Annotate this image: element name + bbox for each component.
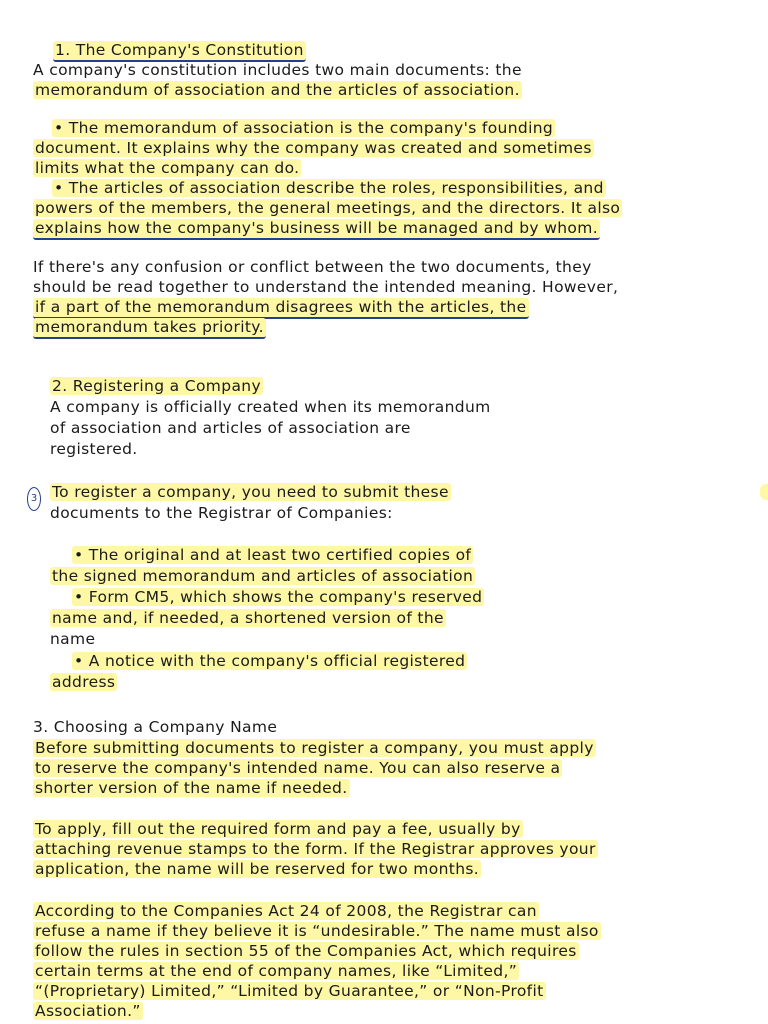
section-2-para-line-2: documents to the Registrar of Companies: (50, 504, 393, 522)
bullet-memorandum-line-2: document. It explains why the company was created and sometimes (35, 139, 592, 157)
bullet-notice-line-2: address (52, 673, 116, 691)
section-3-para3-line-2: refuse a name if they believe it is “undesirable.” The name must also (35, 922, 599, 940)
section-1-para-line-3: if a part of the memorandum disagrees with the articles, the (33, 297, 529, 317)
section-2-heading: 2. Registering a Company (52, 377, 261, 395)
section-3-para1-line-2: to reserve the company's intended name. You can also reserve a (35, 759, 561, 777)
section-1-para-line-4: memorandum takes priority. (33, 317, 266, 337)
bullet-memorandum-line-1: • The memorandum of association is the company's founding (54, 119, 554, 137)
section-2-intro-line-1: A company is officially created when its memorandum (50, 398, 491, 416)
bullet-notice-line-1: • A notice with the company's official registered (74, 652, 466, 670)
section-2-intro-line-3: registered. (50, 440, 138, 458)
section-3-heading: 3. Choosing a Company Name (33, 718, 278, 736)
bullet-memorandum-line-3: limits what the company can do. (35, 159, 300, 177)
section-3-para3-line-3: follow the rules in section 55 of the Companies Act, which requires (35, 942, 577, 960)
section-2-intro-line-2: of association and articles of association are (50, 419, 411, 437)
section-1-heading: 1. The Company's Constitution (53, 40, 306, 60)
section-3-para3-line-1: According to the Companies Act 24 of 2008, the Registrar can (35, 902, 537, 920)
section-3-para3-line-6: Association.” (35, 1002, 141, 1020)
bullet-cm5-line-1: • Form CM5, which shows the company's reserved (74, 588, 483, 606)
bullet-copies-line-1: • The original and at least two certified copies of (74, 546, 472, 564)
bullet-cm5-line-2: name and, if needed, a shortened version of the (52, 609, 444, 627)
section-3-para2-line-3: application, the name will be reserved for two months. (35, 860, 480, 878)
section-3-para2-line-1: To apply, fill out the required form and pay a fee, usually by (35, 820, 521, 838)
section-2-para-line-1: To register a company, you need to submit these (52, 483, 449, 501)
highlight-mark (760, 484, 768, 500)
section-1-intro-line-2: memorandum of association and the articles of association. (35, 81, 520, 99)
section-3-para1-line-3: shorter version of the name if needed. (35, 779, 348, 797)
section-1-para-line-1: If there's any confusion or conflict between the two documents, they (33, 258, 592, 276)
bullet-articles-line-3: explains how the company's business will be managed and by whom. (33, 218, 600, 238)
section-1-para-line-2: should be read together to understand the intended meaning. However, (33, 278, 619, 296)
section-3-para3-line-5: “(Proprietary) Limited,” “Limited by Guarantee,” or “Non-Profit (35, 982, 544, 1000)
bullet-copies-line-2: the signed memorandum and articles of association (52, 567, 474, 585)
bullet-articles-line-1: • The articles of association describe the roles, responsibilities, and (54, 179, 604, 197)
section-3-para2-line-2: attaching revenue stamps to the form. If the Registrar approves your (35, 840, 596, 858)
section-1-intro-line-1: A company's constitution includes two main documents: the (33, 61, 522, 79)
bullet-cm5-line-3: name (50, 630, 96, 648)
circled-number-annotation: 3 (27, 487, 41, 511)
bullet-articles-line-2: powers of the members, the general meetings, and the directors. It also (35, 199, 621, 217)
section-3-para1-line-1: Before submitting documents to register a company, you must apply (35, 739, 594, 757)
section-3-para3-line-4: certain terms at the end of company names, like “Limited,” (35, 962, 518, 980)
